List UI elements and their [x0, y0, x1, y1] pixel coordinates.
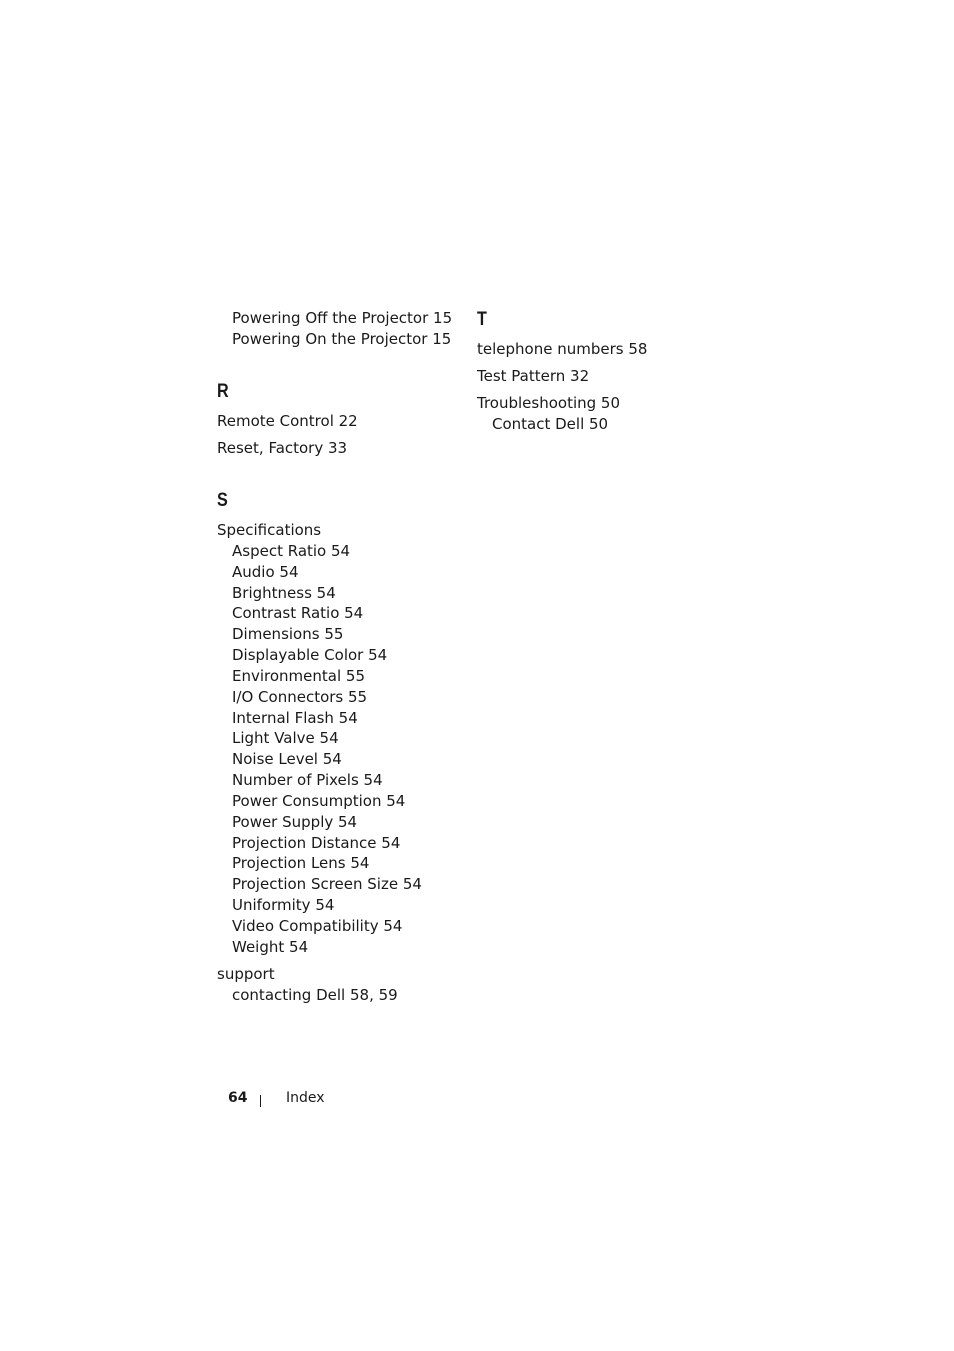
index-subentry: Powering Off the Projector 15	[232, 309, 453, 327]
index-entry: Troubleshooting 50	[477, 394, 621, 412]
index-entry: Reset, Factory 33	[217, 439, 348, 457]
index-subentry: Contact Dell 50	[492, 415, 609, 433]
index-subentry: Uniformity 54	[232, 896, 335, 914]
index-entry: support	[217, 965, 275, 983]
index-subentry: Audio 54	[232, 563, 299, 581]
index-subentry: Internal Flash 54	[232, 709, 358, 727]
index-subentry: Power Consumption 54	[232, 792, 406, 810]
index-entry: Test Pattern 32	[477, 367, 590, 385]
index-subentry: Powering On the Projector 15	[232, 330, 452, 348]
index-subentry: Projection Screen Size 54	[232, 875, 422, 893]
index-subentry: Noise Level 54	[232, 750, 342, 768]
index-subentry: contacting Dell 58, 59	[232, 986, 398, 1004]
index-subentry: Weight 54	[232, 938, 309, 956]
index-subentry: Contrast Ratio 54	[232, 604, 364, 622]
index-letter-heading: T	[477, 309, 487, 330]
index-subentry: Projection Lens 54	[232, 854, 370, 872]
index-letter-heading: R	[217, 381, 229, 402]
index-subentry: Displayable Color 54	[232, 646, 388, 664]
index-entry: Specifications	[217, 521, 322, 539]
footer-divider	[260, 1095, 261, 1107]
index-subentry: Light Valve 54	[232, 729, 339, 747]
index-subentry: Power Supply 54	[232, 813, 358, 831]
index-subentry: Dimensions 55	[232, 625, 344, 643]
index-entry: telephone numbers 58	[477, 340, 648, 358]
index-subentry: Environmental 55	[232, 667, 365, 685]
index-entry: Remote Control 22	[217, 412, 358, 430]
footer-section-label: Index	[286, 1090, 325, 1106]
index-subentry: Video Compatibility 54	[232, 917, 403, 935]
index-subentry: I/O Connectors 55	[232, 688, 368, 706]
index-subentry: Number of Pixels 54	[232, 771, 383, 789]
index-letter-heading: S	[217, 490, 228, 511]
index-subentry: Brightness 54	[232, 584, 336, 602]
page-number: 64	[228, 1090, 248, 1106]
index-subentry: Aspect Ratio 54	[232, 542, 351, 560]
index-subentry: Projection Distance 54	[232, 834, 401, 852]
